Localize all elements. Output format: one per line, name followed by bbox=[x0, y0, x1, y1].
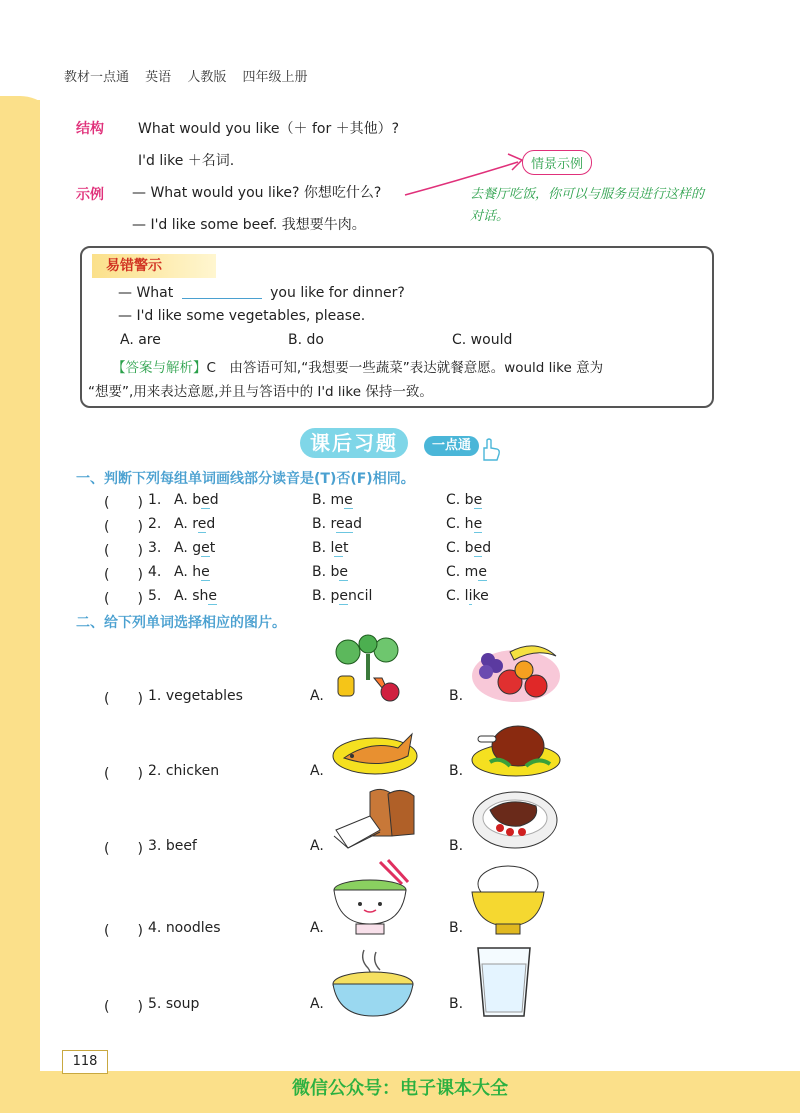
word-option-b bbox=[312, 492, 353, 508]
analysis-text-1: C 由答语可知,“我想要一些蔬菜”表达就餐意愿。would like 意为 bbox=[206, 360, 604, 376]
word-part: C. b bbox=[446, 492, 474, 508]
warning-question-start: — What bbox=[118, 285, 174, 301]
word-option-b bbox=[312, 516, 362, 532]
header-book: 教材一点通 bbox=[64, 70, 130, 85]
word-part: C. l bbox=[446, 588, 469, 604]
word-part: B. r bbox=[312, 516, 336, 532]
answer-parentheses[interactable]: ( ) bbox=[104, 519, 143, 535]
pronunciation-question-row bbox=[104, 540, 704, 560]
underlined-letters: e bbox=[473, 516, 483, 532]
warning-question bbox=[118, 284, 405, 301]
option-b-label: B. bbox=[449, 838, 464, 854]
word-part: B. l bbox=[312, 540, 335, 556]
word-option-a bbox=[174, 516, 215, 532]
analysis-key: 【答案与解析】 bbox=[112, 360, 207, 376]
example-line-2: — I'd like some beef. 我想要牛肉。 bbox=[132, 217, 366, 233]
exercise-banner bbox=[300, 428, 500, 462]
underlined-letters: e bbox=[339, 588, 349, 604]
underlined-letters: e bbox=[339, 564, 349, 580]
answer-parentheses[interactable]: ( ) bbox=[104, 766, 143, 782]
question-number: 4. noodles bbox=[148, 920, 221, 936]
underlined-letters: ea bbox=[335, 516, 354, 532]
structure-line-2: I'd like ＋名词. bbox=[138, 153, 235, 169]
structure-line-1: What would you like（＋ for ＋其他）? bbox=[138, 121, 400, 137]
question-number: 4. bbox=[148, 564, 162, 580]
watermark: 微信公众号：电子课本大全 bbox=[292, 1078, 508, 1099]
word-part: A. h bbox=[174, 564, 202, 580]
answer-parentheses[interactable]: ( ) bbox=[104, 495, 143, 511]
question-number: 2. bbox=[148, 516, 162, 532]
fish-picture-icon bbox=[330, 712, 420, 778]
word-part: A. b bbox=[174, 492, 202, 508]
answer-parentheses[interactable]: ( ) bbox=[104, 841, 143, 857]
option-b-label: B. bbox=[449, 763, 464, 779]
word-part: d bbox=[206, 516, 216, 532]
option-a-label: A. bbox=[310, 996, 324, 1012]
option-a-label: A. bbox=[310, 838, 324, 854]
option-a-label: A. bbox=[310, 688, 324, 704]
scene-note: 去餐厅吃饭，你可以与服务员进行这样的对话。 bbox=[470, 187, 705, 224]
example-label: 示例 bbox=[76, 187, 104, 203]
question-number: 1. bbox=[148, 492, 162, 508]
warning-title: 易错警示 bbox=[92, 254, 216, 278]
answer-parentheses[interactable]: ( ) bbox=[104, 691, 143, 707]
word-option-a bbox=[174, 540, 215, 556]
underlined-letters: e bbox=[478, 564, 487, 580]
answer-blank bbox=[182, 284, 262, 299]
word-option-c bbox=[446, 540, 491, 556]
pointing-hand-icon bbox=[478, 436, 502, 462]
answer-parentheses[interactable]: ( ) bbox=[104, 567, 143, 583]
answer-parentheses[interactable]: ( ) bbox=[104, 543, 143, 559]
pronunciation-question-row bbox=[104, 516, 704, 536]
example-line-1: — What would you like? 你想吃什么? bbox=[132, 185, 382, 201]
word-part: A. r bbox=[174, 516, 198, 532]
pronunciation-question-row bbox=[104, 564, 704, 584]
word-option-c bbox=[446, 516, 482, 532]
answer-parentheses[interactable]: ( ) bbox=[104, 923, 143, 939]
question-number: 2. chicken bbox=[148, 763, 220, 779]
underlined-letters: e bbox=[197, 516, 207, 532]
pronunciation-question-row bbox=[104, 588, 704, 608]
warning-answer: — I'd like some vegetables, please. bbox=[118, 308, 366, 324]
answer-parentheses[interactable]: ( ) bbox=[104, 591, 143, 607]
word-option-b bbox=[312, 540, 349, 556]
vegetables-picture-icon bbox=[328, 634, 408, 706]
question-number: 5. bbox=[148, 588, 162, 604]
underlined-letters: e bbox=[344, 492, 353, 508]
option-b-label: B. bbox=[449, 920, 464, 936]
word-option-c bbox=[446, 492, 482, 508]
banner-subtitle: 一点通 bbox=[424, 436, 479, 456]
underlined-letters: e bbox=[201, 540, 210, 556]
underlined-letters: e bbox=[208, 588, 218, 604]
header-grade: 四年级上册 bbox=[242, 70, 308, 85]
question-number: 5. soup bbox=[148, 996, 200, 1012]
page-side-band bbox=[0, 100, 40, 1113]
underlined-letters: e bbox=[201, 492, 210, 508]
word-part: d bbox=[209, 492, 219, 508]
word-option-a bbox=[174, 564, 210, 580]
option-a-label: A. bbox=[310, 920, 324, 936]
underlined-letters: e bbox=[334, 540, 344, 556]
option-b-label: B. bbox=[449, 996, 464, 1012]
fruit-picture-icon bbox=[470, 636, 562, 704]
word-part: C. b bbox=[446, 540, 474, 556]
page-number: 118 bbox=[62, 1050, 108, 1074]
header-subject: 英语 bbox=[145, 70, 172, 85]
word-part: C. m bbox=[446, 564, 479, 580]
question-number: 3. bbox=[148, 540, 162, 556]
roast-chicken-picture-icon bbox=[470, 712, 562, 778]
page-header bbox=[64, 66, 319, 85]
structure-label: 结构 bbox=[76, 121, 104, 137]
word-part: ke bbox=[472, 588, 489, 604]
warning-option-c: C. would bbox=[452, 332, 513, 348]
word-part: B. p bbox=[312, 588, 340, 604]
soup-bowl-picture-icon bbox=[330, 946, 416, 1018]
question-number: 3. beef bbox=[148, 838, 197, 854]
word-part: t bbox=[343, 540, 349, 556]
bread-picture-icon bbox=[330, 786, 420, 854]
word-part: C. h bbox=[446, 516, 474, 532]
word-part: d bbox=[482, 540, 492, 556]
word-option-c bbox=[446, 588, 489, 604]
word-part: d bbox=[353, 516, 363, 532]
underlined-letters: e bbox=[473, 540, 483, 556]
word-part: ncil bbox=[348, 588, 373, 604]
warning-option-b: B. do bbox=[288, 332, 324, 348]
warning-question-end: you like for dinner? bbox=[270, 285, 405, 301]
warning-analysis-1 bbox=[112, 356, 603, 376]
word-part: B. b bbox=[312, 564, 340, 580]
answer-parentheses[interactable]: ( ) bbox=[104, 999, 143, 1015]
word-part: t bbox=[209, 540, 216, 556]
word-part: A. g bbox=[174, 540, 202, 556]
word-option-b bbox=[312, 564, 348, 580]
word-option-a bbox=[174, 588, 217, 604]
scene-tag: 情景示例 bbox=[522, 150, 592, 175]
pronunciation-question-row bbox=[104, 492, 704, 512]
word-option-a bbox=[174, 492, 219, 508]
underlined-letters: e bbox=[473, 492, 483, 508]
section-2-title: 二、给下列单词选择相应的图片。 bbox=[76, 615, 286, 631]
word-part: A. sh bbox=[174, 588, 209, 604]
word-part: B. m bbox=[312, 492, 345, 508]
noodle-bowl-picture-icon bbox=[330, 858, 414, 940]
question-number: 1. vegetables bbox=[148, 688, 243, 704]
option-b-label: B. bbox=[449, 688, 464, 704]
warning-option-a: A. are bbox=[120, 332, 161, 348]
underlined-letters: e bbox=[201, 564, 210, 580]
word-option-b bbox=[312, 588, 372, 604]
rice-bowl-picture-icon bbox=[470, 862, 548, 938]
section-1-title: 一、判断下列每组单词画线部分读音是(T)否(F)相同。 bbox=[76, 471, 415, 487]
steak-picture-icon bbox=[470, 786, 560, 854]
header-edition: 人教版 bbox=[187, 70, 227, 85]
option-a-label: A. bbox=[310, 763, 324, 779]
word-option-c bbox=[446, 564, 487, 580]
underlined-letters: i bbox=[468, 588, 473, 604]
banner-title: 课后习题 bbox=[300, 428, 408, 458]
warning-analysis-2: “想要”,用来表达意愿,并且与答语中的 I'd like 保持一致。 bbox=[88, 384, 433, 400]
glass-of-water-picture-icon bbox=[474, 944, 534, 1020]
